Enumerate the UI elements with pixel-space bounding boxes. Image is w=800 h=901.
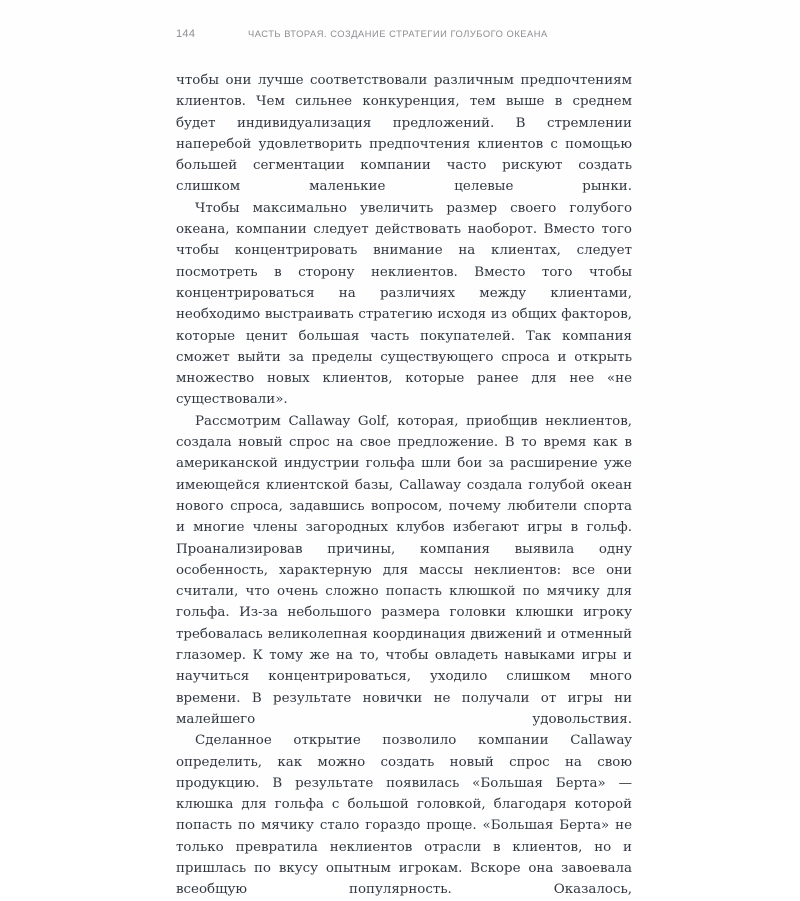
paragraph: Сделанное открытие позволило компании Callaway определить, как можно создать новый спрос на свою продукцию. В результате появилась «Большая Берта» — клюшка для гольфа с большой головкой, благодаря которой попасть по мячику стало гораздо проще. «Большая Берта» не только превратила неклиентов отрасли в клиентов, но и пришлась по вкусу опытным игрокам. Вскоре она завоевала всеобщую популярность. Оказалось, [176, 733, 632, 898]
page-number: 144 [176, 28, 196, 40]
paragraph: Рассмотрим Callaway Golf, которая, приобщив неклиентов, создала новый спрос на свое предложение. В то время как в американской индустрии гольфа шли бои за расширение уже имеющейся клиентской базы, Callaway создала голубой океан нового спроса, задавшись вопросом, почему любители спорта и многие члены загородных клубов избегают игры в гольф. Проанализировав причины, компания выявила одну особенность, характерную для массы неклиентов: все они считали, что очень сложно попасть клюшкой по мячику для гольфа. Из-за небольшого размера головки клюшки игроку требовалась великолепная координация движений и отменный глазомер. К тому же на то, чтобы овладеть навыками игры и научиться концентрироваться, уходило слишком много времени. В результате новички не получали от игры ни малейшего удовольствия. [176, 413, 632, 727]
paragraph: Чтобы максимально увеличить размер своего голубого океана, компании следует действовать наоборот. Вместо того чтобы концентрировать внимание на клиентах, следует посмотреть в сторону неклиентов. Вместо того чтобы концентрироваться на различиях между клиентами, необходимо выстраивать стратегию исходя из общих факторов, которые ценит большая часть покупателей. Так компания сможет выйти за пределы существующего спроса и открыть множество новых клиентов, которые ранее для нее «не существовали». [176, 200, 632, 408]
running-head [176, 28, 636, 44]
text-block [176, 70, 632, 901]
paragraph: чтобы они лучше соответствовали различным предпочтениям клиентов. Чем сильнее конкуренция, тем выше в среднем будет индивидуализация предложений. В стремлении наперебой удовлетворить предпочтения клиентов с помощью большей сегментации компании часто рискуют создать слишком маленькие целевые рынки. [176, 73, 632, 195]
running-head-title: ЧАСТЬ ВТОРАЯ. СОЗДАНИЕ СТРАТЕГИИ ГОЛУБОГО ОКЕАНА [248, 29, 548, 40]
